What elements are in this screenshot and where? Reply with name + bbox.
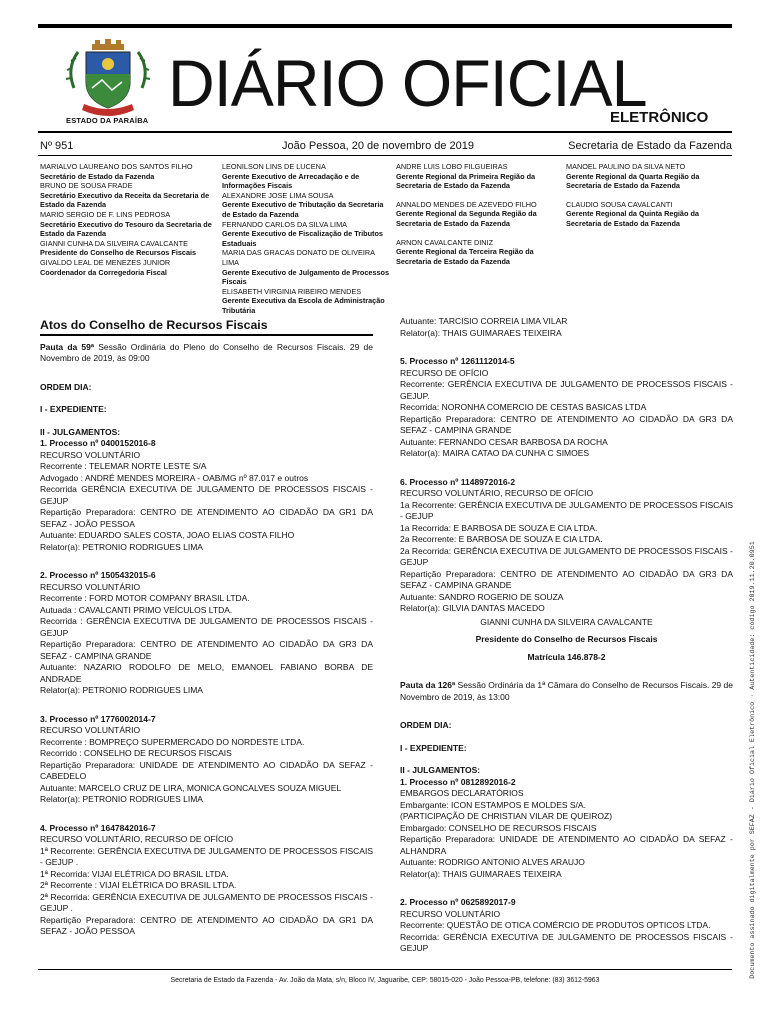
staff-entry: GIVALDO LEAL DE MENEZES JUNIOR Coordenador da Corregedoria Fiscal (40, 257, 171, 277)
staff-entry: MANOEL PAULINO DA SILVA NETO Gerente Regional da Quarta Região da Secretaria de Estado da Fazenda (566, 162, 700, 191)
pauta-paragraph: Pauta da 126ª Sessão Ordinária da 1ª Câmara do Conselho de Recursos Fiscais. 29 de Novembro de 2019, às 13:00 (400, 680, 733, 702)
staff-column-1 (40, 162, 212, 277)
footer-address: Secretaria de Estado da Fazenda - Av. João da Mata, s/n, Bloco IV, Jaguaribe, CEP: 58015-020 - João Pessoa-PB, telefone: (83) 3612-5963 (170, 977, 600, 984)
staff-divider (38, 155, 732, 156)
staff-entry: FERNANDO CARLOS DA SILVA LIMA Gerente Executivo de Fiscalização de Tributos Estaduais (222, 219, 383, 248)
staff-entry: MARIALVO LAUREANO DOS SANTOS FILHO Secretário de Estado da Fazenda (40, 162, 193, 181)
right-column: Autuante: TARCISIO CORREIA LIMA VILAR Relator(a): THAIS GUIMARAES TEIXEIRA 5. Processo nº 1261112014-5 RECURSO DE OFÍCIO Recorrente: GERÊNCIA EXECUTIVA DE JULGAMENTO DE PROCESSOS FISCAIS - GEJUP. Recorrida: NORONHA COMERCIO DE CESTAS BASICAS LTDA Repartição Preparadora: CENTRO DE ATENDIMENTO AO CIDADÃO DA GR3 DA SEFAZ - CAMPINA GRANDE Autuante: FERNANDO CESAR BARBOSA DA ROCHA Relator(a): MAIRA CATAO DA CUNHA C SIMOES 6. Processo nº 1148972016-2 RECURSO VOLUNTÁRIO, RECURSO DE OFÍCIO 1a Recorrente: GERÊNCIA EXECUTIVA DE JULGAMENTO DE PROCESSOS FISCAIS - GEJUP 1a Recorrida: E BARBOSA DE SOUZA E CIA LTDA. 2a Recorrente: E BARBOSA DE SOUZA E CIA LTDA. 2a Recorrida: GERÊNCIA EXECUTIVA DE JULGAMENTO DE PROCESSOS FISCAIS - GEJUP Repartição Preparadora: CENTRO DE ATENDIMENTO AO CIDADÃO DA GR3 DA SEFAZ - CAMPINA GRANDE Autuante: SANDRO ROGERIO DE SOUZA Relator(a): GILVIA DANTAS MACEDO GIANNI CUNHA DA SILVEIRA CAVALCANTE Presidente do Conselho de Recursos Fiscais Matrícula 146.878-2 Pauta da 126ª Sessão Ordinária da 1ª Câmara do Conselho de Recursos Fiscais. 29 de Novembro de 2019, às 13:00 ORDEM DIA: I - EXPEDIENTE: II - JULGAMENTOS: 1. Processo nº 0812892016-2 EMBARGOS DECLARATÓRIOS Embargante: ICON ESTAMPOS E MOLDES S/A. (PARTICIPAÇÃO DE CHRISTIAN VILAR DE QUEIROZ) Embargado: CONSELHO DE RECURSOS FISCAIS Repartição Preparadora: UNIDADE DE ATENDIMENTO AO CIDADÃO DA SEFAZ - ALHANDRA Autuante: RODRIGO ANTONIO ALVES ARAUJO Relator(a): THAIS GUIMARAES TEIXEIRA 2. Processo nº 0625892017-9 RECURSO VOLUNTÁRIO Recorrente: QUESTÃO DE OTICA COMÉRCIO DE PRODUTOS OPTICOS LTDA. Recorrida: GERÊNCIA EXECUTIVA DE JULGAMENTO DE PROCESSOS FISCAIS - GEJUP (400, 316, 733, 953)
staff-entry: BRUNO DE SOUSA FRADE Secretário Executivo da Receita da Secretaria de Estado da Fazenda (40, 181, 210, 210)
digital-signature-stamp: Documento assinado digitalmente por SEFAZ - Diário Oficial Eletrônico · Autenticidade: código 2019.11.20.0951 (749, 541, 757, 979)
julgamentos-label: II - JULGAMENTOS: (400, 765, 481, 775)
footer-divider (38, 969, 732, 970)
masthead-divider (38, 131, 732, 133)
left-column (40, 316, 373, 938)
staff-entry: MARIO SERGIO DE F. LINS PEDROSA Secretário Executivo do Tesouro da Secretaria de Estado da Fazenda (40, 209, 212, 239)
ordem-dia-label: ORDEM DIA: (40, 381, 92, 392)
process-entry: 4. Processo nº 1647842016-7 RECURSO VOLUNTÁRIO, RECURSO DE OFÍCIO 1ª Recorrente: GERÊNCIA EXECUTIVA DE JULGAMENTO DE PROCESSOS FISCAIS - GEJUP . 1ª Recorrida: VIJAI ELÉTRICA DO BRASIL LTDA. 2ª Recorrente : VIJAI ELÉTRICA DO BRASIL LTDA. 2ª Recorrida: GERÊNCIA EXECUTIVA DE JULGAMENTO DE PROCESSOS FISCAIS - GEJUP . Repartição Preparadora: CENTRO DE ATENDIMENTO AO CIDADÃO DA GR1 DA SEFAZ - JOÃO PESSOA (40, 822, 373, 936)
staff-entry: CLAUDIO SOUSA CAVALCANTI Gerente Regional da Quinta Região da Secretaria de Estado da Fazenda (566, 199, 699, 228)
signer-role: Presidente do Conselho de Recursos Fiscais (475, 634, 658, 644)
julgamentos-label: II - JULGAMENTOS: (40, 426, 121, 437)
process-entry: 3. Processo nº 1776002014-7 RECURSO VOLUNTÁRIO Recorrente : BOMPREÇO SUPERMERCADO DO NORDESTE LTDA. Recorrido : CONSELHO DE RECURSOS FISCAIS Repartição Preparadora: UNIDADE DE ATENDIMENTO AO CIDADÃO DA SEFAZ - CABEDELO Autuante: MARCELO CRUZ DE LIRA, MONICA GONCALVES SOUZA MIGUEL Relator(a): PETRONIO RODRIGUES LIMA (40, 713, 373, 804)
state-label: ESTADO DA PARAÍBA (66, 116, 149, 125)
staff-column-4 (566, 162, 732, 238)
pauta-paragraph: Pauta da 59ª Sessão Ordinária do Pleno do Conselho de Recursos Fiscais. 29 de Novembro de 2019, às 09:00 (40, 341, 373, 363)
process-entry: 6. Processo nº 1148972016-2 RECURSO VOLUNTÁRIO, RECURSO DE OFÍCIO 1a Recorrente: GERÊNCIA EXECUTIVA DE JULGAMENTO DE PROCESSOS FISCAIS - GEJUP 1a Recorrida: E BARBOSA DE SOUZA E CIA LTDA. 2a Recorrente: E BARBOSA DE SOUZA E CIA LTDA. 2a Recorrida: GERÊNCIA EXECUTIVA DE JULGAMENTO DE PROCESSOS FISCAIS - GEJUP Repartição Preparadora: CENTRO DE ATENDIMENTO AO CIDADÃO DA GR3 DA SEFAZ - CAMPINA GRANDE Autuante: SANDRO ROGERIO DE SOUZA Relator(a): GILVIA DANTAS MACEDO (400, 476, 733, 613)
staff-entry: MARIA DAS GRACAS DONATO DE OLIVEIRA LIMA Gerente Executivo de Julgamento de Processos Fiscais (222, 248, 390, 287)
issue-date: João Pessoa, 20 de novembro de 2019 (282, 140, 475, 152)
ordem-dia-label: ORDEM DIA: (400, 720, 452, 730)
staff-entry: ANNALDO MENDES DE AZEVEDO FILHO Gerente Regional da Segunda Região da Secretaria de Estado da Fazenda (396, 199, 537, 228)
signature-block (400, 617, 733, 664)
expediente-label: I - EXPEDIENTE: (40, 404, 107, 414)
expediente-label: I - EXPEDIENTE: (400, 742, 467, 753)
secretaria-label: Secretaria de Estado da Fazenda (568, 140, 732, 152)
signer-name: GIANNI CUNHA DA SILVEIRA CAVALCANTE (480, 616, 653, 627)
section-heading: Atos do Conselho de Recursos Fiscais (40, 320, 373, 336)
page-subtitle: ELETRÔNICO (610, 109, 709, 126)
process-entry: 2. Processo nº 1505432015-6 RECURSO VOLUNTÁRIO Recorrente : FORD MOTOR COMPANY BRASIL LTDA. Autuada : CAVALCANTI PRIMO VEÍCULOS LTDA. Recorrida : GERÊNCIA EXECUTIVA DE JULGAMENTO DE PROCESSOS FISCAIS - GEJUP Repartição Preparadora: CENTRO DE ATENDIMENTO AO CIDADÃO DA GR3 DA SEFAZ - CAMPINA GRANDE Autuante: NAZARIO RODOLFO DE MELO, EMANOEL FABIANO BORBA DE ANDRADE Relator(a): PETRONIO RODRIGUES LIMA (40, 570, 373, 695)
top-rule (38, 24, 732, 28)
process-entry: 1. Processo nº 0812892016-2 EMBARGOS DECLARATÓRIOS Embargante: ICON ESTAMPOS E MOLDES S/A. (PARTICIPAÇÃO DE CHRISTIAN VILAR DE QUEIROZ) Embargado: CONSELHO DE RECURSOS FISCAIS Repartição Preparadora: UNIDADE DE ATENDIMENTO AO CIDADÃO DA SEFAZ - ALHANDRA Autuante: RODRIGO ANTONIO ALVES ARAUJO Relator(a): THAIS GUIMARAES TEIXEIRA (400, 776, 733, 879)
staff-entry: ARNON CAVALCANTE DINIZ Gerente Regional da Terceira Região da Secretaria de Estado da Fazenda (396, 237, 534, 266)
process-entry: 1. Processo nº 0400152016-8 RECURSO VOLUNTÁRIO Recorrente : TELEMAR NORTE LESTE S/A Advogado : ANDRÉ MENDES MOREIRA - OAB/MG nº 87.017 e outros Recorrida GERÊNCIA EXECUTIVA DE JULGAMENTO DE PROCESSOS FISCAIS - GEJUP Repartição Preparadora: CENTRO DE ATENDIMENTO AO CIDADÃO DA GR1 DA SEFAZ - JOÃO PESSOA Autuante: EDUARDO SALES COSTA, JOAO ELIAS COSTA FILHO Relator(a): PETRONIO RODRIGUES LIMA (40, 438, 373, 552)
staff-column-2 (222, 162, 390, 316)
coat-of-arms-icon (62, 38, 154, 122)
process-entry: 5. Processo nº 1261112014-5 RECURSO DE OFÍCIO Recorrente: GERÊNCIA EXECUTIVA DE JULGAMENTO DE PROCESSOS FISCAIS - GEJUP. Recorrida: NORONHA COMERCIO DE CESTAS BASICAS LTDA Repartição Preparadora: CENTRO DE ATENDIMENTO AO CIDADÃO DA GR3 DA SEFAZ - CAMPINA GRANDE Autuante: FERNANDO CESAR BARBOSA DA ROCHA Relator(a): MAIRA CATAO DA CUNHA C SIMOES (400, 356, 733, 458)
edition-number: Nº 951 (40, 140, 74, 152)
signer-registration: Matrícula 146.878-2 (527, 651, 606, 662)
staff-column-3 (396, 162, 556, 275)
staff-entry: ANDRE LUIS LOBO FILGUEIRAS Gerente Regional da Primeira Região da Secretaria de Estado da Fazenda (396, 162, 536, 191)
staff-entry: ALEXANDRE JOSE LIMA SOUSA Gerente Executivo de Tributação da Secretaria de Estado da Fazenda (222, 190, 384, 219)
staff-entry: LEONILSON LINS DE LUCENA Gerente Executivo de Arrecadação e de Informações Fiscais (222, 162, 360, 191)
page-title: DIÁRIO OFICIAL (168, 46, 647, 120)
staff-entry: GIANNI CUNHA DA SILVEIRA CAVALCANTE Presidente do Conselho de Recursos Fiscais (40, 238, 197, 258)
staff-entry: ELISABETH VIRGINIA RIBEIRO MENDES Gerente Executiva da Escola de Administração Tributária (222, 286, 385, 315)
process-entry: 2. Processo nº 0625892017-9 RECURSO VOLUNTÁRIO Recorrente: QUESTÃO DE OTICA COMÉRCIO DE PRODUTOS OPTICOS LTDA. Recorrida: GERÊNCIA EXECUTIVA DE JULGAMENTO DE PROCESSOS FISCAIS - GEJUP (400, 897, 733, 953)
